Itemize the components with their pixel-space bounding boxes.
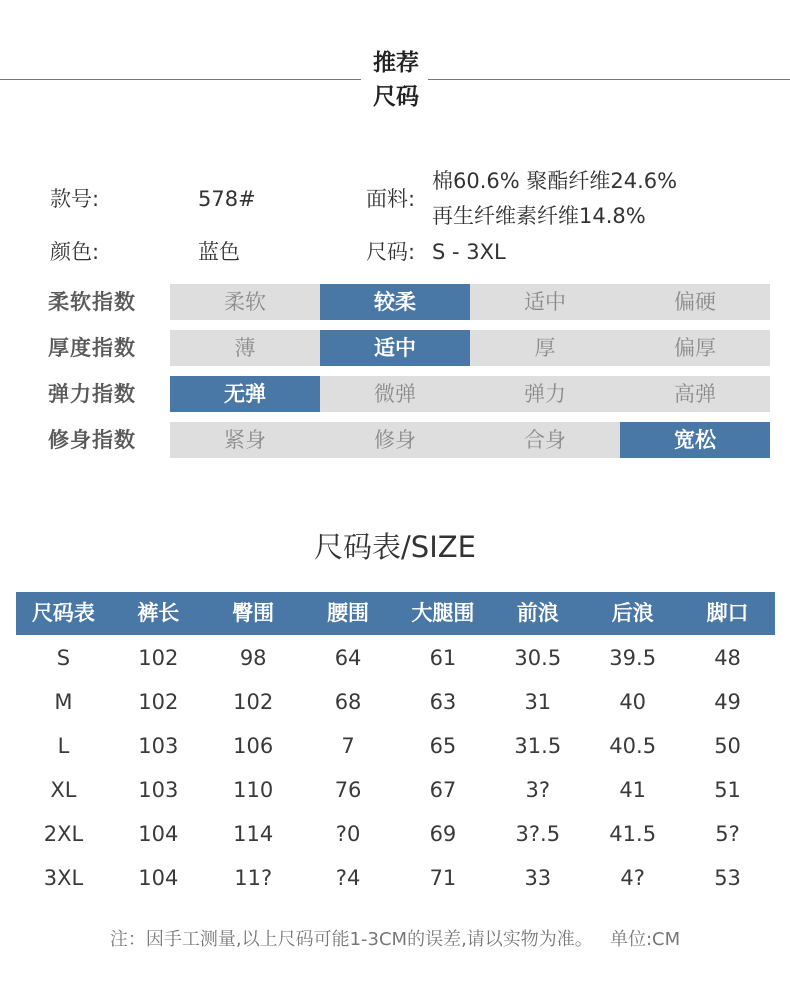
size-cell: L: [57, 734, 70, 758]
header-divider-left: [0, 79, 361, 80]
index-option: 薄: [234, 336, 256, 360]
measurement-cell: 31: [524, 690, 552, 714]
measurement-cell: 103: [138, 778, 179, 802]
table-header-cell: 腰围: [327, 601, 370, 625]
fabric-value-line2: 再生纤维素纤维14.8%: [432, 204, 646, 228]
measurement-cell: 102: [138, 690, 179, 714]
measurement-cell: ?0: [335, 822, 361, 846]
measurement-cell: 114: [233, 822, 274, 846]
table-header-cell: 臀围: [232, 601, 275, 625]
measurement-cell: 53: [714, 866, 741, 890]
measurement-cell: 33: [524, 866, 552, 890]
size-range-label: 尺码:: [366, 240, 416, 264]
color-value: 蓝色: [198, 240, 240, 264]
index-scale: [170, 376, 770, 412]
measurement-cell: 41.5: [609, 822, 657, 846]
measurement-cell: 39.5: [609, 646, 657, 670]
measurement-cell: 41: [619, 778, 647, 802]
measurement-cell: 63: [429, 690, 457, 714]
index-label: 厚度指数: [48, 336, 136, 360]
table-header-cell: 脚口: [706, 601, 749, 625]
measurement-cell: 50: [714, 734, 741, 758]
index-option: 厚: [534, 336, 556, 360]
index-option: 柔软: [224, 290, 266, 314]
index-option-selected: 无弹: [170, 376, 320, 412]
index-option: 高弹: [674, 382, 716, 406]
measurement-cell: 102: [233, 690, 274, 714]
measurement-cell: 67: [429, 778, 457, 802]
header-divider-right: [428, 79, 790, 80]
index-option: 偏硬: [674, 290, 716, 314]
measurement-cell: 40: [619, 690, 647, 714]
measurement-cell: 103: [138, 734, 179, 758]
table-row: [16, 856, 775, 900]
measurement-cell: 3?.5: [515, 822, 561, 846]
measurement-cell: 49: [714, 690, 741, 714]
measurement-cell: 3?: [525, 778, 551, 802]
measurement-cell: 51: [714, 778, 741, 802]
measurement-cell: 69: [429, 822, 457, 846]
fabric-label: 面料:: [366, 187, 416, 211]
measurement-cell: 31.5: [514, 734, 562, 758]
measurement-cell: 48: [714, 646, 741, 670]
thickness-index-row: [0, 330, 790, 366]
page-title-line2: 尺码: [373, 84, 419, 110]
measurement-cell: 40.5: [609, 734, 657, 758]
measurement-cell: 106: [233, 734, 274, 758]
size-table-body: [16, 636, 775, 900]
size-cell: 3XL: [43, 866, 84, 890]
size-table-title: 尺码表/SIZE: [314, 530, 476, 564]
index-label: 修身指数: [48, 428, 136, 452]
measurement-cell: 110: [233, 778, 274, 802]
measurement-cell: 5?: [715, 822, 740, 846]
table-row: [16, 636, 775, 680]
measurement-cell: 76: [334, 778, 362, 802]
index-scale: [170, 284, 770, 320]
table-row: [16, 724, 775, 768]
measurement-cell: 102: [138, 646, 179, 670]
index-option-selected: 较柔: [320, 284, 470, 320]
size-cell: M: [54, 690, 73, 714]
style-number-value: 578#: [198, 187, 256, 211]
index-option: 偏厚: [674, 336, 716, 360]
index-option: 弹力: [524, 382, 566, 406]
size-range-value: S - 3XL: [432, 240, 506, 264]
measurement-cell: 104: [138, 866, 179, 890]
measurement-note: 注：因手工测量,以上尺码可能1-3CM的误差,请以实物为准。 单位:CM: [109, 929, 681, 950]
index-option: 修身: [374, 428, 416, 452]
measurement-cell: 30.5: [514, 646, 562, 670]
index-option-selected: 宽松: [620, 422, 770, 458]
size-cell: XL: [50, 778, 77, 802]
index-option: 合身: [524, 428, 566, 452]
fabric-value-line1: 棉60.6% 聚酯纤维24.6%: [432, 169, 678, 193]
page-title: [366, 46, 426, 114]
color-label: 颜色:: [50, 240, 100, 264]
elasticity-index-row: [0, 376, 790, 412]
index-option-selected: 适中: [320, 330, 470, 366]
table-row: [16, 680, 775, 724]
size-table-header: [16, 592, 775, 635]
measurement-cell: 4?: [620, 866, 645, 890]
index-label: 柔软指数: [48, 290, 136, 314]
index-label: 弹力指数: [48, 382, 136, 406]
measurement-cell: 7: [341, 734, 355, 758]
measurement-cell: 11?: [234, 866, 273, 890]
table-row: [16, 768, 775, 812]
softness-index-row: [0, 284, 790, 320]
index-scale: [170, 422, 770, 458]
table-header-cell: 前浪: [516, 601, 559, 625]
fit-index-row: [0, 422, 790, 458]
table-header-cell: 大腿围: [411, 601, 475, 625]
size-cell: S: [56, 646, 71, 670]
measurement-cell: 104: [138, 822, 179, 846]
index-option: 紧身: [224, 428, 266, 452]
measurement-cell: 71: [429, 866, 457, 890]
table-header-cell: 裤长: [137, 601, 180, 625]
measurement-cell: ?4: [335, 866, 361, 890]
page-title-line1: 推荐: [373, 50, 419, 76]
measurement-cell: 98: [239, 646, 267, 670]
measurement-cell: 68: [334, 690, 362, 714]
index-scale: [170, 330, 770, 366]
table-row: [16, 812, 775, 856]
table-header-cell: 尺码表: [31, 601, 95, 625]
measurement-cell: 65: [429, 734, 457, 758]
index-option: 适中: [524, 290, 566, 314]
measurement-cell: 64: [334, 646, 362, 670]
table-header-cell: 后浪: [611, 601, 654, 625]
size-cell: 2XL: [43, 822, 84, 846]
measurement-cell: 61: [429, 646, 457, 670]
style-number-label: 款号:: [50, 187, 100, 211]
index-option: 微弹: [374, 382, 416, 406]
